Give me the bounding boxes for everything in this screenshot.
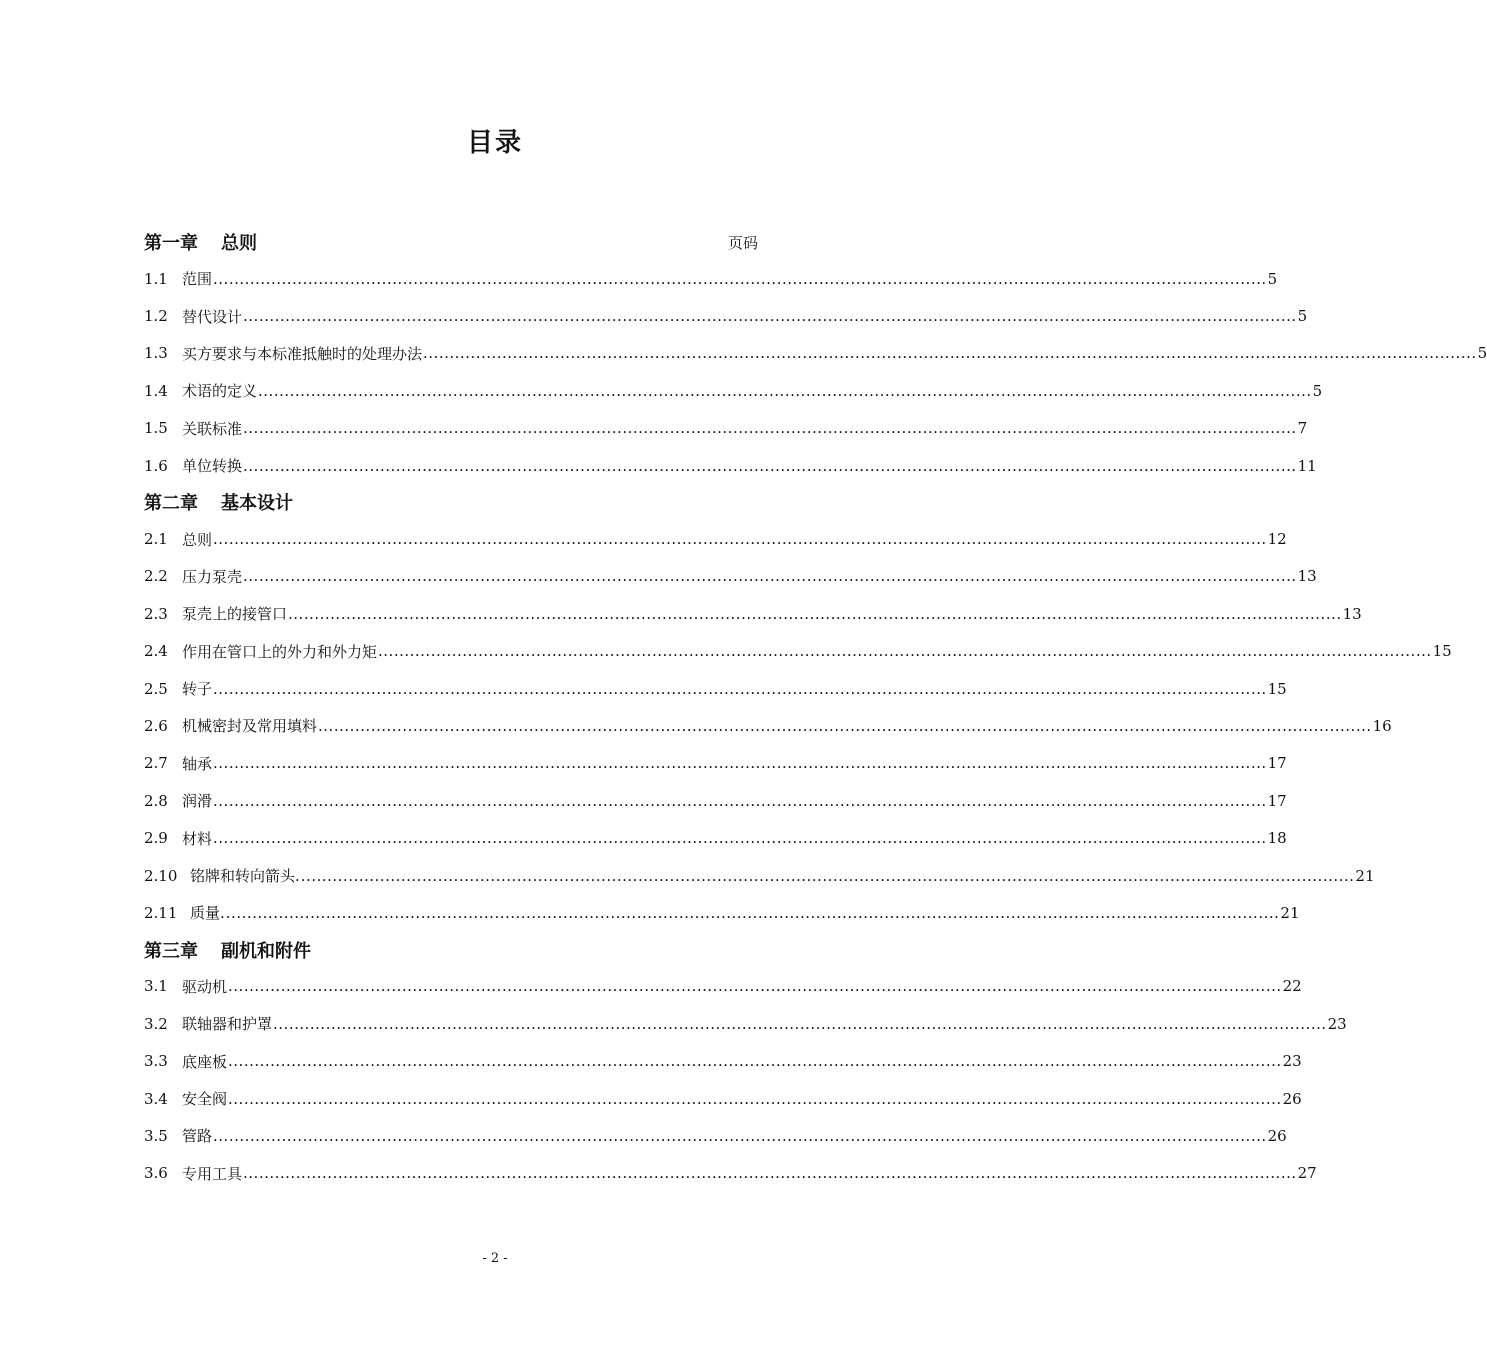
dot-leader: ........................................................................................................................................................................................................ bbox=[213, 679, 1267, 698]
dot-leader: ........................................................................................................................................................................................................ bbox=[288, 604, 1342, 623]
toc-entry[interactable] bbox=[144, 782, 1287, 819]
toc-entry[interactable] bbox=[144, 372, 1323, 409]
chapter-heading-text bbox=[144, 229, 257, 255]
toc-entry[interactable] bbox=[144, 633, 1452, 670]
toc-entry[interactable] bbox=[144, 819, 1287, 856]
section-title: 替代设计 bbox=[182, 307, 243, 326]
section-number: 2.7 bbox=[144, 754, 168, 773]
section-number: 2.3 bbox=[144, 604, 168, 623]
page-number: 15 bbox=[1267, 679, 1287, 698]
section-number: 2.10 bbox=[144, 866, 178, 885]
toc-entry[interactable] bbox=[144, 1117, 1287, 1154]
section-title: 联轴器和护罩 bbox=[182, 1015, 273, 1034]
section-title: 轴承 bbox=[182, 754, 213, 773]
toc-entry[interactable] bbox=[144, 1080, 1302, 1117]
dot-leader: ........................................................................................................................................................................................................ bbox=[243, 307, 1297, 326]
page-number: 5 bbox=[1312, 381, 1323, 400]
page-number: 17 bbox=[1267, 791, 1287, 810]
toc-entry[interactable] bbox=[144, 707, 1392, 744]
section-number: 3.4 bbox=[144, 1089, 168, 1108]
chapter-number: 第三章 bbox=[144, 940, 198, 962]
section-number: 1.5 bbox=[144, 419, 168, 438]
dot-leader: ........................................................................................................................................................................................................ bbox=[423, 344, 1477, 363]
page-number: 23 bbox=[1327, 1014, 1347, 1033]
page-number: 5 bbox=[1297, 307, 1308, 326]
section-title: 安全阀 bbox=[182, 1090, 228, 1108]
dot-leader: ........................................................................................................................................................................................................ bbox=[243, 1164, 1297, 1183]
page-number: 26 bbox=[1282, 1089, 1302, 1108]
chapter-title: 总则 bbox=[221, 233, 257, 254]
page-column-label: 页码 bbox=[727, 233, 758, 252]
chapter-heading[interactable] bbox=[144, 484, 758, 520]
section-number: 1.1 bbox=[144, 269, 168, 288]
toc-entry[interactable] bbox=[144, 335, 1487, 372]
page-number: 21 bbox=[1280, 903, 1300, 922]
page-number: 15 bbox=[1432, 642, 1452, 661]
toc-entry[interactable] bbox=[144, 857, 1375, 894]
chapter-heading-text bbox=[144, 937, 311, 963]
section-number: 3.3 bbox=[144, 1052, 168, 1071]
chapter-number: 第一章 bbox=[144, 233, 198, 254]
section-title: 范围 bbox=[182, 270, 213, 289]
toc-entry[interactable] bbox=[144, 1005, 1347, 1042]
section-number: 2.8 bbox=[144, 791, 168, 810]
dot-leader: ........................................................................................................................................................................................................ bbox=[243, 567, 1297, 586]
dot-leader: ........................................................................................................................................................................................................ bbox=[213, 269, 1267, 288]
section-number: 2.6 bbox=[144, 716, 168, 735]
toc-entry[interactable] bbox=[144, 297, 1308, 334]
dot-leader: ........................................................................................................................................................................................................ bbox=[258, 381, 1312, 400]
dot-leader: ........................................................................................................................................................................................................ bbox=[228, 977, 1282, 996]
section-number: 2.1 bbox=[144, 530, 168, 549]
dot-leader: ........................................................................................................................................................................................................ bbox=[300, 866, 1355, 885]
section-title: 泵壳上的接管口 bbox=[182, 605, 288, 624]
toc-entry[interactable] bbox=[144, 447, 1317, 484]
section-number: 1.4 bbox=[144, 381, 168, 400]
chapter-number: 第二章 bbox=[144, 493, 198, 515]
section-title: 机械密封及常用填料 bbox=[182, 717, 318, 736]
section-number: 2.9 bbox=[144, 829, 168, 848]
dot-leader: ........................................................................................................................................................................................................ bbox=[213, 791, 1267, 810]
dot-leader: ........................................................................................................................................................................................................ bbox=[378, 642, 1432, 661]
section-number: 3.1 bbox=[144, 977, 168, 996]
page-number: 7 bbox=[1297, 419, 1308, 438]
section-title: 润滑 bbox=[182, 792, 213, 811]
dot-leader: ........................................................................................................................................................................................................ bbox=[243, 456, 1297, 475]
section-title: 底座板 bbox=[182, 1052, 228, 1071]
section-title: 术语的定义 bbox=[182, 382, 258, 401]
dot-leader: ........................................................................................................................................................................................................ bbox=[228, 1089, 1282, 1108]
page-number: 16 bbox=[1372, 716, 1392, 735]
section-title: 铭牌和转向箭头. bbox=[190, 867, 300, 886]
dot-leader: ........................................................................................................................................................................................................ bbox=[273, 1014, 1327, 1033]
dot-leader: ........................................................................................................................................................................................................ bbox=[318, 716, 1372, 735]
section-title: 作用在管口上的外力和外力矩 bbox=[182, 642, 378, 661]
dot-leader: ........................................................................................................................................................................................................ bbox=[213, 530, 1267, 549]
section-number: 2.2 bbox=[144, 567, 168, 586]
toc-entry[interactable] bbox=[144, 670, 1287, 707]
toc-entry[interactable] bbox=[144, 410, 1308, 447]
page-number: 18 bbox=[1267, 829, 1287, 848]
toc-entry[interactable] bbox=[144, 1042, 1302, 1079]
page-number: 23 bbox=[1282, 1052, 1302, 1071]
page-number: 22 bbox=[1282, 977, 1302, 996]
chapter-title: 副机和附件 bbox=[221, 940, 311, 962]
toc-entry[interactable] bbox=[144, 520, 1287, 557]
page-number-footer: - 2 - bbox=[482, 1251, 508, 1266]
dot-leader: ........................................................................................................................................................................................................ bbox=[213, 754, 1267, 773]
dot-leader: ........................................................................................................................................................................................................ bbox=[225, 903, 1280, 922]
section-number: 2.11 bbox=[144, 903, 178, 922]
page-number: 26 bbox=[1267, 1126, 1287, 1145]
page-title: 目录 bbox=[466, 128, 523, 158]
section-number: 2.5 bbox=[144, 679, 168, 698]
dot-leader: ........................................................................................................................................................................................................ bbox=[213, 1126, 1267, 1145]
page-number: 13 bbox=[1342, 604, 1362, 623]
dot-leader: ........................................................................................................................................................................................................ bbox=[213, 829, 1267, 848]
toc-entry[interactable] bbox=[144, 968, 1302, 1005]
page-number: 13 bbox=[1297, 567, 1317, 586]
page-number: 5 bbox=[1267, 269, 1278, 288]
toc-entry[interactable] bbox=[144, 894, 1300, 931]
dot-leader: ........................................................................................................................................................................................................ bbox=[243, 419, 1297, 438]
toc-entry[interactable] bbox=[144, 558, 1317, 595]
section-title: 专用工具 bbox=[182, 1164, 243, 1183]
toc-entry[interactable] bbox=[144, 1155, 1317, 1192]
table-of-contents bbox=[144, 224, 1487, 1192]
section-number: 3.6 bbox=[144, 1164, 168, 1183]
section-number: 1.2 bbox=[144, 307, 168, 326]
section-title: 单位转换 bbox=[182, 457, 243, 476]
section-number: 1.3 bbox=[144, 344, 168, 363]
section-title: 质量. bbox=[190, 904, 225, 923]
toc-entry[interactable] bbox=[144, 595, 1362, 632]
toc-entry[interactable] bbox=[144, 260, 1278, 297]
toc-entry[interactable] bbox=[144, 745, 1287, 782]
section-number: 3.2 bbox=[144, 1014, 168, 1033]
dot-leader: ........................................................................................................................................................................................................ bbox=[228, 1052, 1282, 1071]
chapter-heading[interactable] bbox=[144, 932, 758, 968]
page-number: 11 bbox=[1297, 456, 1317, 475]
section-number: 3.5 bbox=[144, 1126, 168, 1145]
page-number: 27 bbox=[1297, 1164, 1317, 1183]
section-title: 买方要求与本标准抵触时的处理办法 bbox=[182, 344, 423, 363]
section-number: 2.4 bbox=[144, 642, 168, 661]
section-title: 压力泵壳 bbox=[182, 567, 243, 586]
page-number: 21 bbox=[1355, 866, 1375, 885]
chapter-heading-text bbox=[144, 489, 293, 515]
section-title: 材料 bbox=[182, 829, 213, 848]
page-number: 12 bbox=[1267, 530, 1287, 549]
chapter-heading[interactable] bbox=[144, 224, 758, 260]
page-number: 5 bbox=[1477, 344, 1487, 363]
page-number: 17 bbox=[1267, 754, 1287, 773]
section-title: 驱动机 bbox=[182, 977, 228, 996]
section-number: 1.6 bbox=[144, 456, 168, 475]
section-title: 转子 bbox=[182, 680, 213, 699]
section-title: 管路 bbox=[182, 1127, 213, 1146]
chapter-title: 基本设计 bbox=[221, 493, 293, 515]
section-title: 关联标准 bbox=[182, 419, 243, 438]
section-title: 总则 bbox=[182, 530, 213, 549]
